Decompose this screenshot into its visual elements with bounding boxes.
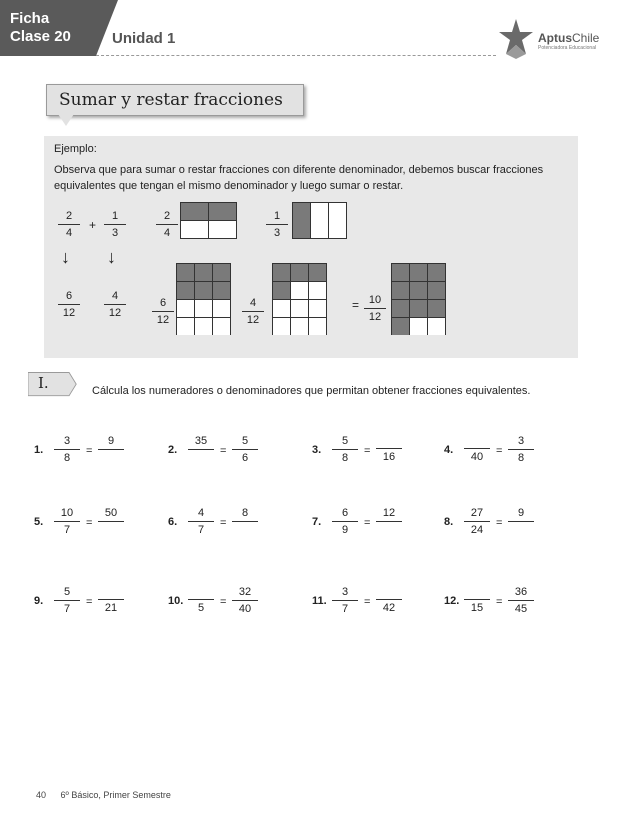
exercise-fraction-left [332, 506, 358, 537]
exercise-number: 2. [168, 444, 178, 456]
grid-cell [309, 318, 327, 336]
grid-cell [195, 282, 213, 300]
denominator[interactable]: 24 [470, 524, 484, 536]
grid-cell [177, 264, 195, 282]
bar-model-thirds [292, 202, 348, 239]
grid-cell [291, 300, 309, 318]
page-footer [36, 790, 183, 800]
exercise-fraction-right [508, 585, 534, 616]
exercise-number: 9. [34, 595, 44, 607]
bar-fraction-1-3: $\frac{1}{3}$ [266, 209, 288, 240]
numerator[interactable]: 9 [98, 434, 124, 450]
denominator[interactable] [188, 450, 214, 465]
exercise-fraction-left [54, 585, 80, 616]
equals-sign: = [86, 596, 93, 608]
equals-sign: = [86, 445, 93, 457]
example-text: Observa que para sumar o restar fracciones con diferente denominador, debemos buscar fracciones equivalentes que tengan el mismo denominador y luego sumar o restar. [54, 164, 544, 192]
equals-sign: = [86, 517, 93, 529]
grid-cell [213, 300, 231, 318]
grid-fraction-4-12: $\frac{4}{12}$ [242, 296, 264, 327]
numerator[interactable] [464, 434, 490, 449]
numerator[interactable]: 10 [54, 506, 80, 522]
grid-model-4-12 [272, 263, 328, 335]
bar-model-quarters [180, 202, 237, 239]
grid-cell [195, 264, 213, 282]
denominator[interactable]: 7 [63, 524, 71, 536]
grid-fraction-6-12: $\frac{6}{12}$ [152, 296, 174, 327]
lesson-title-box [46, 84, 304, 116]
numerator[interactable]: 35 [188, 434, 214, 450]
grid-cell [428, 282, 446, 300]
exercise-fraction-left [464, 506, 490, 537]
numerator[interactable] [464, 585, 490, 600]
grid-cell [273, 318, 291, 336]
exercise-fraction-left [188, 585, 214, 615]
numerator[interactable]: 3 [54, 434, 80, 450]
grid-cell [410, 300, 428, 318]
grid-cell [177, 318, 195, 336]
exercise-number: 10. [168, 595, 184, 607]
fraction-1-3: $\frac{1}{3}$ [104, 209, 126, 240]
grid-cell [309, 300, 327, 318]
exercise-number: 8. [444, 516, 454, 528]
numerator[interactable]: 5 [232, 434, 258, 450]
grid-cell [177, 282, 195, 300]
grid-cell [309, 264, 327, 282]
grid-cell [392, 264, 410, 282]
numerator[interactable]: 6 [332, 506, 358, 522]
page-number: 40 [36, 790, 47, 800]
title-callout-tail [58, 114, 74, 126]
grid-cell [291, 282, 309, 300]
grid-cell [291, 264, 309, 282]
denominator[interactable] [376, 522, 402, 537]
grid-cell [428, 318, 446, 336]
numerator[interactable] [188, 585, 214, 600]
grid-cell [195, 300, 213, 318]
denominator[interactable]: 40 [238, 603, 252, 615]
plus-sign: + [89, 218, 97, 232]
grid-cell [273, 300, 291, 318]
numerator[interactable]: 8 [232, 506, 258, 522]
grid-cell [273, 264, 291, 282]
exercise-fraction-left [464, 585, 490, 615]
grid-cell [428, 264, 446, 282]
numerator[interactable]: 32 [232, 585, 258, 601]
exercise-fraction-right [508, 434, 534, 465]
numerator[interactable]: 5 [54, 585, 80, 601]
numerator[interactable]: 5 [332, 434, 358, 450]
ficha-line1: Ficha [10, 10, 50, 27]
exercise-fraction-right [508, 506, 534, 537]
fraction-4-12: $\frac{4}{12}$ [104, 289, 126, 320]
exercise-number: 3. [312, 444, 322, 456]
numerator[interactable]: 36 [508, 585, 534, 601]
ficha-line2: Clase 20 [10, 28, 71, 45]
grid-cell [213, 264, 231, 282]
example-box [44, 136, 578, 358]
grid-model-6-12 [176, 263, 232, 335]
aptus-logo [498, 18, 628, 62]
exercise-fraction-left [54, 506, 80, 537]
grid-model-10-12 [391, 263, 447, 335]
course-label: 6º Básico, Primer Semestre [60, 790, 171, 800]
exercise-fraction-right [376, 585, 402, 615]
bar-fraction-2-4: $\frac{2}{4}$ [156, 209, 178, 240]
denominator[interactable]: 5 [197, 602, 205, 614]
grid-cell [410, 264, 428, 282]
grid-cell [392, 300, 410, 318]
exercise-fraction-left [188, 434, 214, 465]
equals-sign: = [496, 445, 503, 457]
numerator[interactable]: 4 [188, 506, 214, 522]
exercise-number: 12. [444, 595, 460, 607]
denominator[interactable]: 9 [341, 524, 349, 536]
denominator[interactable]: 6 [241, 452, 249, 464]
denominator[interactable] [508, 522, 534, 537]
grid-cell [309, 282, 327, 300]
equals-sign: = [352, 298, 360, 312]
section-badge [28, 372, 78, 398]
exercise-fraction-left [54, 434, 80, 465]
exercise-fraction-right [98, 585, 124, 615]
result-fraction-10-12: $\frac{10}{12}$ [364, 293, 386, 324]
denominator[interactable] [232, 522, 258, 537]
denominator[interactable]: 21 [104, 602, 118, 614]
numerator[interactable]: 3 [332, 585, 358, 601]
grid-cell [410, 318, 428, 336]
fraction-6-12: $\frac{6}{12}$ [58, 289, 80, 320]
grid-cell [392, 282, 410, 300]
exercise-fraction-right [98, 506, 124, 537]
section-instruction: Cálcula los numeradores o denominadores que permitan obtener fracciones equivalentes. [92, 385, 531, 397]
denominator[interactable]: 7 [63, 603, 71, 615]
grid-cell [213, 282, 231, 300]
exercise-number: 7. [312, 516, 322, 528]
exercise-number: 5. [34, 516, 44, 528]
numerator[interactable] [376, 434, 402, 449]
denominator[interactable]: 8 [341, 452, 349, 464]
logo-name: AptusChile [538, 31, 600, 45]
grid-cell [291, 318, 309, 336]
exercise-number: 4. [444, 444, 454, 456]
arrow-down-icon: ↓ [107, 247, 116, 267]
exercise-fraction-left [188, 506, 214, 537]
fraction-2-4: $\frac{2}{4}$ [58, 209, 80, 240]
equals-sign: = [364, 517, 371, 529]
exercise-fraction-right [376, 434, 402, 464]
denominator[interactable]: 7 [197, 524, 205, 536]
grid-cell [428, 300, 446, 318]
exercise-fraction-left [332, 434, 358, 465]
ficha-label [10, 10, 71, 46]
equals-sign: = [364, 445, 371, 457]
lesson-title: Sumar y restar fracciones [59, 90, 283, 110]
header-divider [96, 55, 496, 56]
grid-cell [213, 318, 231, 336]
header [0, 0, 638, 58]
exercise-fraction-right [232, 585, 258, 616]
example-label: Ejemplo: [54, 143, 97, 155]
equals-sign: = [220, 445, 227, 457]
exercise-fraction-left [332, 585, 358, 616]
equals-sign: = [220, 517, 227, 529]
numerator[interactable]: 9 [508, 506, 534, 522]
denominator[interactable]: 42 [382, 602, 396, 614]
denominator[interactable]: 16 [382, 451, 396, 463]
numerator[interactable]: 50 [98, 506, 124, 522]
exercise-fraction-left [464, 434, 490, 464]
denominator[interactable]: 8 [517, 452, 525, 464]
equals-sign: = [496, 517, 503, 529]
grid-cell [410, 282, 428, 300]
grid-cell [177, 300, 195, 318]
denominator[interactable]: 40 [470, 451, 484, 463]
exercise-number: 11. [312, 595, 327, 607]
exercise-fraction-right [376, 506, 402, 537]
denominator[interactable]: 8 [63, 452, 71, 464]
exercise-number: 6. [168, 516, 178, 528]
denominator[interactable]: 15 [470, 602, 484, 614]
equals-sign: = [220, 596, 227, 608]
exercise-fraction-right [232, 434, 258, 465]
denominator[interactable] [98, 450, 124, 465]
unit-label: Unidad 1 [112, 30, 176, 47]
grid-cell [392, 318, 410, 336]
equals-sign: = [364, 596, 371, 608]
numerator[interactable] [376, 585, 402, 600]
exercise-fraction-right [98, 434, 124, 465]
denominator[interactable]: 7 [341, 603, 349, 615]
arrow-down-icon: ↓ [61, 247, 70, 267]
section-number: I. [38, 374, 49, 392]
denominator[interactable] [98, 522, 124, 537]
numerator[interactable] [98, 585, 124, 600]
denominator[interactable]: 45 [514, 603, 528, 615]
logo-subtitle: Potenciadora Educacional [538, 45, 597, 51]
grid-cell [195, 318, 213, 336]
star-logo-icon [498, 18, 534, 60]
numerator[interactable]: 12 [376, 506, 402, 522]
equals-sign: = [496, 596, 503, 608]
exercise-fraction-right [232, 506, 258, 537]
exercise-number: 1. [34, 444, 44, 456]
grid-cell [273, 282, 291, 300]
numerator[interactable]: 3 [508, 434, 534, 450]
numerator[interactable]: 27 [464, 506, 490, 522]
